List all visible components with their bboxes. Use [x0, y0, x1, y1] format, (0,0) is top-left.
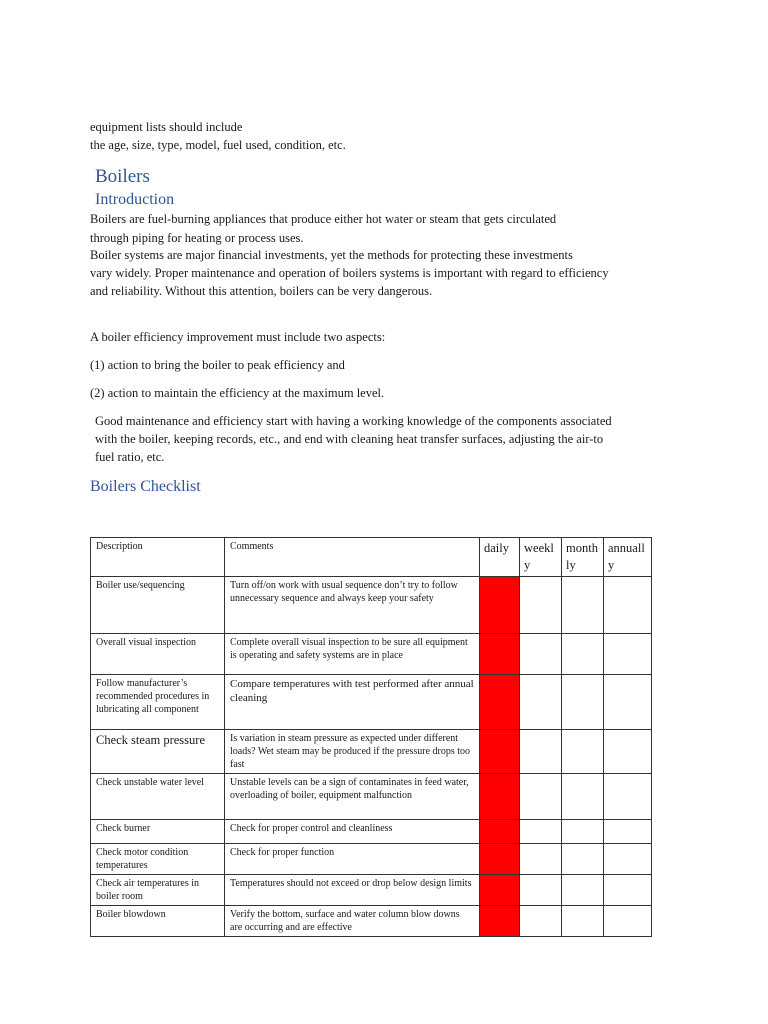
monthly-cell [562, 820, 604, 844]
monthly-cell [562, 875, 604, 906]
header-monthly: monthly [562, 538, 604, 577]
intro-line-1: equipment lists should include [90, 120, 243, 134]
monthly-cell [562, 730, 604, 774]
monthly-cell [562, 675, 604, 730]
annually-cell [604, 875, 652, 906]
header-daily: daily [480, 538, 520, 577]
daily-cell [480, 820, 520, 844]
row-description: Overall visual inspection [91, 634, 225, 675]
table-row [91, 577, 652, 634]
weekly-cell [520, 875, 562, 906]
heading-checklist: Boilers Checklist [90, 478, 201, 495]
daily-cell [480, 577, 520, 634]
para1-line-5: and reliability. Without this attention, boilers can be very dangerous. [90, 284, 433, 298]
row-description: Check air temperatures in boiler room [91, 875, 225, 906]
row-description: Follow manufacturer’s recommended procedures in lubricating all component [91, 675, 225, 730]
weekly-cell [520, 844, 562, 875]
weekly-cell [520, 906, 562, 937]
para1-line-3: Boiler systems are major financial investments, yet the methods for protecting these investments [90, 248, 573, 262]
row-description: Check motor condition temperatures [91, 844, 225, 875]
annually-cell [604, 730, 652, 774]
annually-cell [604, 820, 652, 844]
row-description: Check burner [91, 820, 225, 844]
header-description: Description [91, 538, 225, 577]
para1-line-2: through piping for heating or process uses. [90, 231, 304, 245]
para1-line-4: vary widely. Proper maintenance and operation of boilers systems is important with regard to efficiency [90, 266, 609, 280]
monthly-cell [562, 906, 604, 937]
table-row [91, 906, 652, 937]
weekly-cell [520, 675, 562, 730]
row-comments: Check for proper control and cleanliness [225, 820, 480, 844]
table-header-row [91, 538, 652, 577]
daily-cell [480, 730, 520, 774]
annually-cell [604, 675, 652, 730]
weekly-cell [520, 577, 562, 634]
row-comments: Turn off/on work with usual sequence don’t try to follow unnecessary sequence and always keep your safety [225, 577, 480, 634]
table-row [91, 730, 652, 774]
annually-cell [604, 774, 652, 820]
row-comments: Verify the bottom, surface and water column blow downs are occurring and are effective [225, 906, 480, 937]
table-row [91, 844, 652, 875]
weekly-cell [520, 634, 562, 675]
row-comments: Check for proper function [225, 844, 480, 875]
row-comments: Unstable levels can be a sign of contaminates in feed water, overloading of boiler, equipment malfunction [225, 774, 480, 820]
annually-cell [604, 577, 652, 634]
row-comments: Temperatures should not exceed or drop below design limits [225, 875, 480, 906]
header-annually: annually [604, 538, 652, 577]
weekly-cell [520, 730, 562, 774]
table-row [91, 774, 652, 820]
table-row [91, 634, 652, 675]
row-comments: Is variation in steam pressure as expected under different loads? Wet steam may be produced if the pressure drops too fast [225, 730, 480, 774]
table-row [91, 675, 652, 730]
intro-line-2: the age, size, type, model, fuel used, condition, etc. [90, 138, 346, 152]
daily-cell [480, 634, 520, 675]
row-comments: Complete overall visual inspection to be sure all equipment is operating and safety systems are in place [225, 634, 480, 675]
daily-cell [480, 875, 520, 906]
header-comments: Comments [225, 538, 480, 577]
para1-line-1: Boilers are fuel-burning appliances that produce either hot water or steam that gets circulated [90, 212, 557, 226]
daily-cell [480, 675, 520, 730]
row-description: Check steam pressure [91, 730, 225, 774]
heading-introduction: Introduction [95, 191, 175, 208]
header-weekly: weekly [520, 538, 562, 577]
row-description: Boiler blowdown [91, 906, 225, 937]
para2-line-1: Good maintenance and efficiency start with having a working knowledge of the components associated [95, 414, 612, 428]
row-description: Check unstable water level [91, 774, 225, 820]
row-comments: Compare temperatures with test performed after annual cleaning [225, 675, 480, 730]
daily-cell [480, 906, 520, 937]
table-row [91, 875, 652, 906]
monthly-cell [562, 577, 604, 634]
para2-line-2: with the boiler, keeping records, etc., and end with cleaning heat transfer surfaces, adjusting the air-to [95, 432, 604, 446]
daily-cell [480, 844, 520, 875]
boilers-checklist-table [90, 537, 652, 937]
annually-cell [604, 844, 652, 875]
para2-line-3: fuel ratio, etc. [95, 450, 165, 464]
daily-cell [480, 774, 520, 820]
weekly-cell [520, 820, 562, 844]
table-row [91, 820, 652, 844]
aspects-intro: A boiler efficiency improvement must include two aspects: [90, 330, 386, 344]
annually-cell [604, 634, 652, 675]
heading-boilers: Boilers [95, 166, 150, 187]
aspect-2: (2) action to maintain the efficiency at the maximum level. [90, 386, 385, 400]
weekly-cell [520, 774, 562, 820]
monthly-cell [562, 774, 604, 820]
aspect-1: (1) action to bring the boiler to peak efficiency and [90, 358, 345, 372]
monthly-cell [562, 844, 604, 875]
monthly-cell [562, 634, 604, 675]
row-description: Boiler use/sequencing [91, 577, 225, 634]
annually-cell [604, 906, 652, 937]
